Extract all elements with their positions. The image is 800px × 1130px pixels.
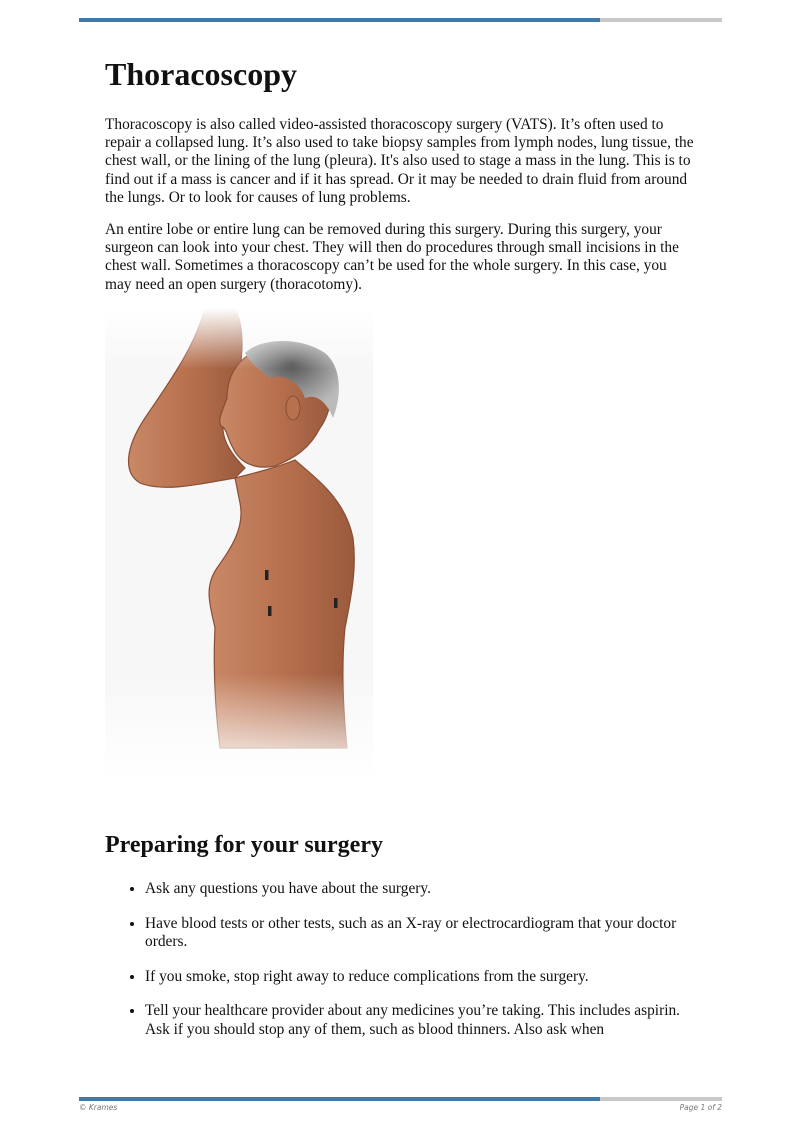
- header-progress-bar: [79, 18, 722, 22]
- header-progress-fill: [79, 18, 600, 22]
- thoracoscopy-illustration: [105, 308, 373, 816]
- page-title: Thoracoscopy: [105, 56, 297, 92]
- list-item: • Tell your healthcare provider about any medicines you’re taking. This includes aspirin. Ask if you should stop any of them, such as blood thinners. Also ask when: [145, 1002, 705, 1038]
- intro-paragraph: Thoracoscopy is also called video-assisted thoracoscopy surgery (VATS). It’s often used to repair a collapsed lung. It’s also used to take biopsy samples from lymph nodes, lung tissue, the chest wall, or the lining of the lung (pleura). It's also used to stage a mass in the lung. This is to find out if a mass is cancer and if it has spread. Or it may be needed to drain fluid from around the lungs. Or to look for causes of lung problems.: [105, 116, 694, 206]
- procedure-paragraph: An entire lobe or entire lung can be removed during this surgery. During this surgery, your surgeon can look into your chest. They will then do procedures through small incisions in the chest wall. Sometimes a thoracoscopy can’t be used for the whole surgery. In this case, you may need an open surgery (thoracotomy).: [105, 221, 679, 293]
- list-item: • Ask any questions you have about the surgery.: [145, 880, 705, 898]
- preparation-list: [105, 880, 705, 1055]
- footer-progress-bar: [79, 1097, 722, 1101]
- page-number: Page 1 of 2: [679, 1103, 722, 1112]
- footer-progress-fill: [79, 1097, 600, 1101]
- section-heading: Preparing for your surgery: [105, 832, 383, 858]
- list-item: • Have blood tests or other tests, such as an X-ray or electrocardiogram that your doctor orders.: [145, 915, 705, 951]
- list-item: • If you smoke, stop right away to reduce complications from the surgery.: [145, 968, 705, 986]
- copyright-text: © Krames: [79, 1103, 118, 1112]
